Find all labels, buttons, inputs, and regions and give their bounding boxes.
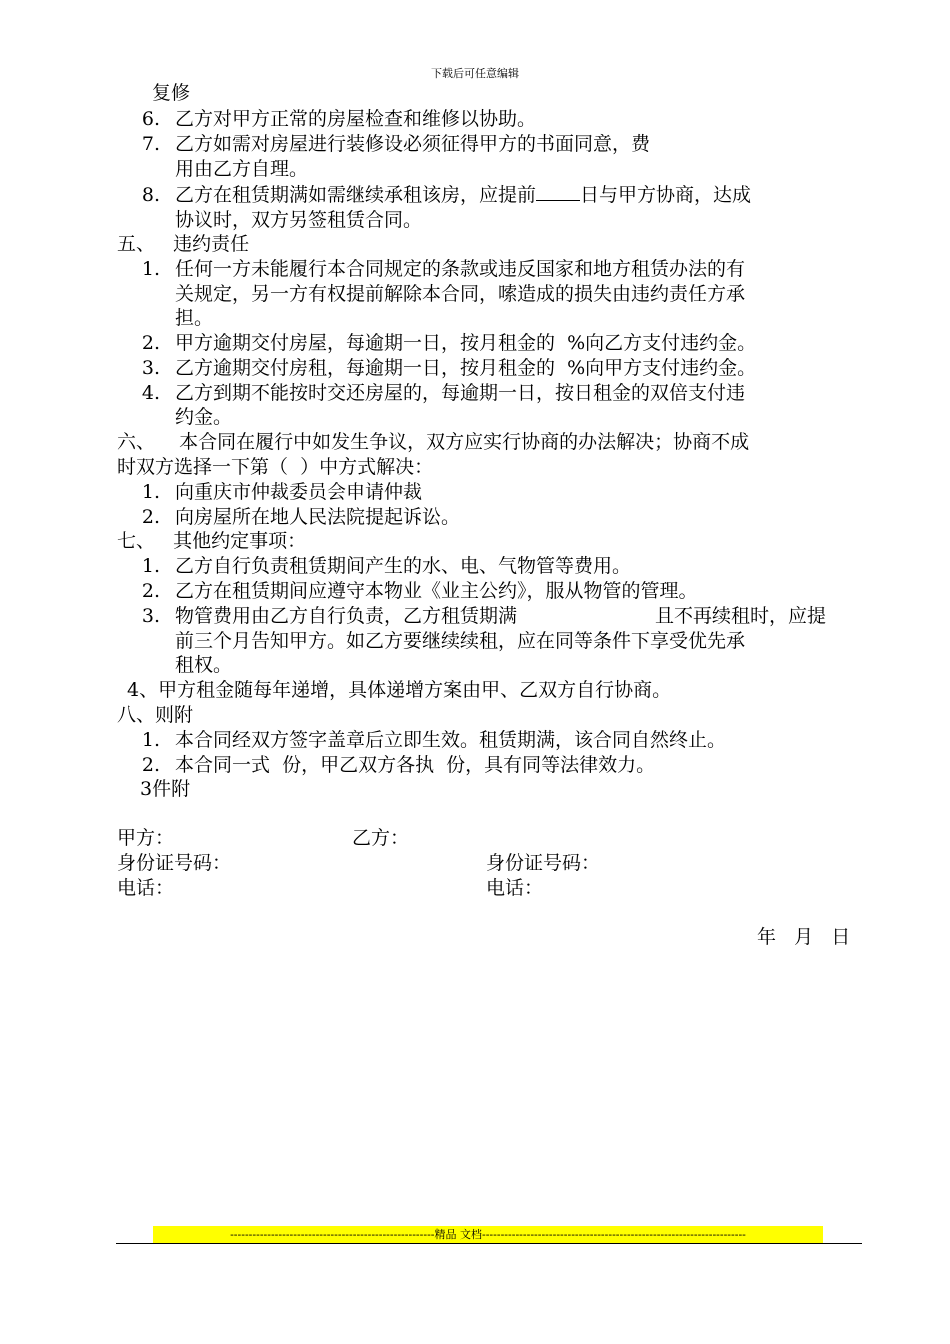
list-item: [175, 186, 751, 205]
list-number: 6.: [141, 108, 160, 130]
list-item: 乙方在租赁期间应遵守本物业《业主公约》，服从物管的管理。: [175, 580, 698, 602]
list-number: 7.: [141, 133, 160, 155]
list-item: 乙方对甲方正常的房屋检查和维修以协助。: [175, 108, 537, 130]
list-item: 任何一方未能履行本合同规定的条款或违反国家和地方租赁办法的有: [175, 258, 746, 280]
list-item: 4、甲方租金随每年递增，具体递增方案由甲、乙双方自行协商。: [127, 679, 672, 701]
list-item: 乙方如需对房屋进行装修设必须征得甲方的书面同意，费: [175, 133, 651, 155]
list-item-continued: 用由乙方自理。: [175, 158, 309, 180]
list-item: 3件附: [140, 778, 191, 800]
date-line: 年 月 日: [757, 926, 851, 948]
party-b-label: 乙方：: [352, 827, 410, 849]
list-item: 甲方逾期交付房屋，每逾期一日，按月租金的 %向乙方支付违约金。: [175, 332, 757, 354]
list-item: 乙方逾期交付房租，每逾期一日，按月租金的 %向甲方支付违约金。: [175, 357, 757, 379]
section-title: 五、 违约责任: [117, 233, 250, 255]
list-number: 3.: [141, 605, 160, 627]
section-title: 八、则附: [117, 704, 194, 726]
text-line: 复修: [152, 82, 191, 104]
list-number: 2.: [141, 332, 160, 354]
list-item-continued: 协议时，双方另签租赁合同。: [175, 209, 423, 231]
list-item: 本合同经双方签字盖章后立即生效。租赁期满，该合同自然终止。: [175, 729, 727, 751]
footer-banner: -------------------------------------------------------精品 文档-----------------------------------------------------------------------: [153, 1226, 823, 1244]
list-number: 4.: [141, 382, 160, 404]
list-number: 1.: [141, 555, 160, 577]
list-item-text: 乙方在租赁期满如需继续承租该房，应提前: [175, 184, 537, 206]
party-a-id-label: 身份证号码：: [117, 852, 232, 874]
list-item-continued: 租权。: [175, 654, 233, 676]
list-item: 乙方到期不能按时交还房屋的，每逾期一日，按日租金的双倍支付违: [175, 382, 746, 404]
list-number: 2.: [141, 580, 160, 602]
party-b-phone-label: 电话：: [486, 877, 544, 899]
party-a-phone-label: 电话：: [117, 877, 175, 899]
list-item-continued: 前三个月告知甲方。如乙方要继续续租，应在同等条件下享受优先承: [175, 630, 746, 652]
list-item-continued: 关规定，另一方有权提前解除本合同，嗦造成的损失由违约责任方承: [175, 283, 746, 305]
fill-blank: [536, 186, 580, 201]
section-title-continued: 时双方选择一下第（ ）中方式解决：: [117, 456, 434, 478]
list-item: 物管费用由乙方自行负责，乙方租赁期满: [175, 605, 518, 627]
footer-divider: [116, 1243, 862, 1244]
section-title: 六、 本合同在履行中如发生争议，双方应实行协商的办法解决；协商不成: [117, 431, 750, 453]
party-b-id-label: 身份证号码：: [486, 852, 601, 874]
list-item: 本合同一式 份，甲乙双方各执 份，具有同等法律效力。: [175, 754, 656, 776]
list-item: 且不再续租时，应提: [655, 605, 827, 627]
list-number: 8.: [141, 184, 160, 206]
list-number: 3.: [141, 357, 160, 379]
list-number: 1.: [141, 258, 160, 280]
page-header: 下载后可任意编辑: [431, 67, 519, 80]
list-item-continued: 约金。: [175, 406, 233, 428]
list-number: 1.: [141, 729, 160, 751]
list-number: 2.: [141, 506, 160, 528]
list-number: 1.: [141, 481, 160, 503]
section-title: 七、 其他约定事项：: [117, 530, 307, 552]
list-item: 乙方自行负责租赁期间产生的水、电、气物管等费用。: [175, 555, 632, 577]
list-item: 向房屋所在地人民法院提起诉讼。: [175, 506, 461, 528]
list-item-text: 日与甲方协商，达成: [580, 184, 752, 206]
list-number: 2.: [141, 754, 160, 776]
list-item-continued: 担。: [175, 307, 214, 329]
list-item: 向重庆市仲裁委员会申请仲裁: [175, 481, 423, 503]
party-a-label: 甲方：: [117, 827, 175, 849]
